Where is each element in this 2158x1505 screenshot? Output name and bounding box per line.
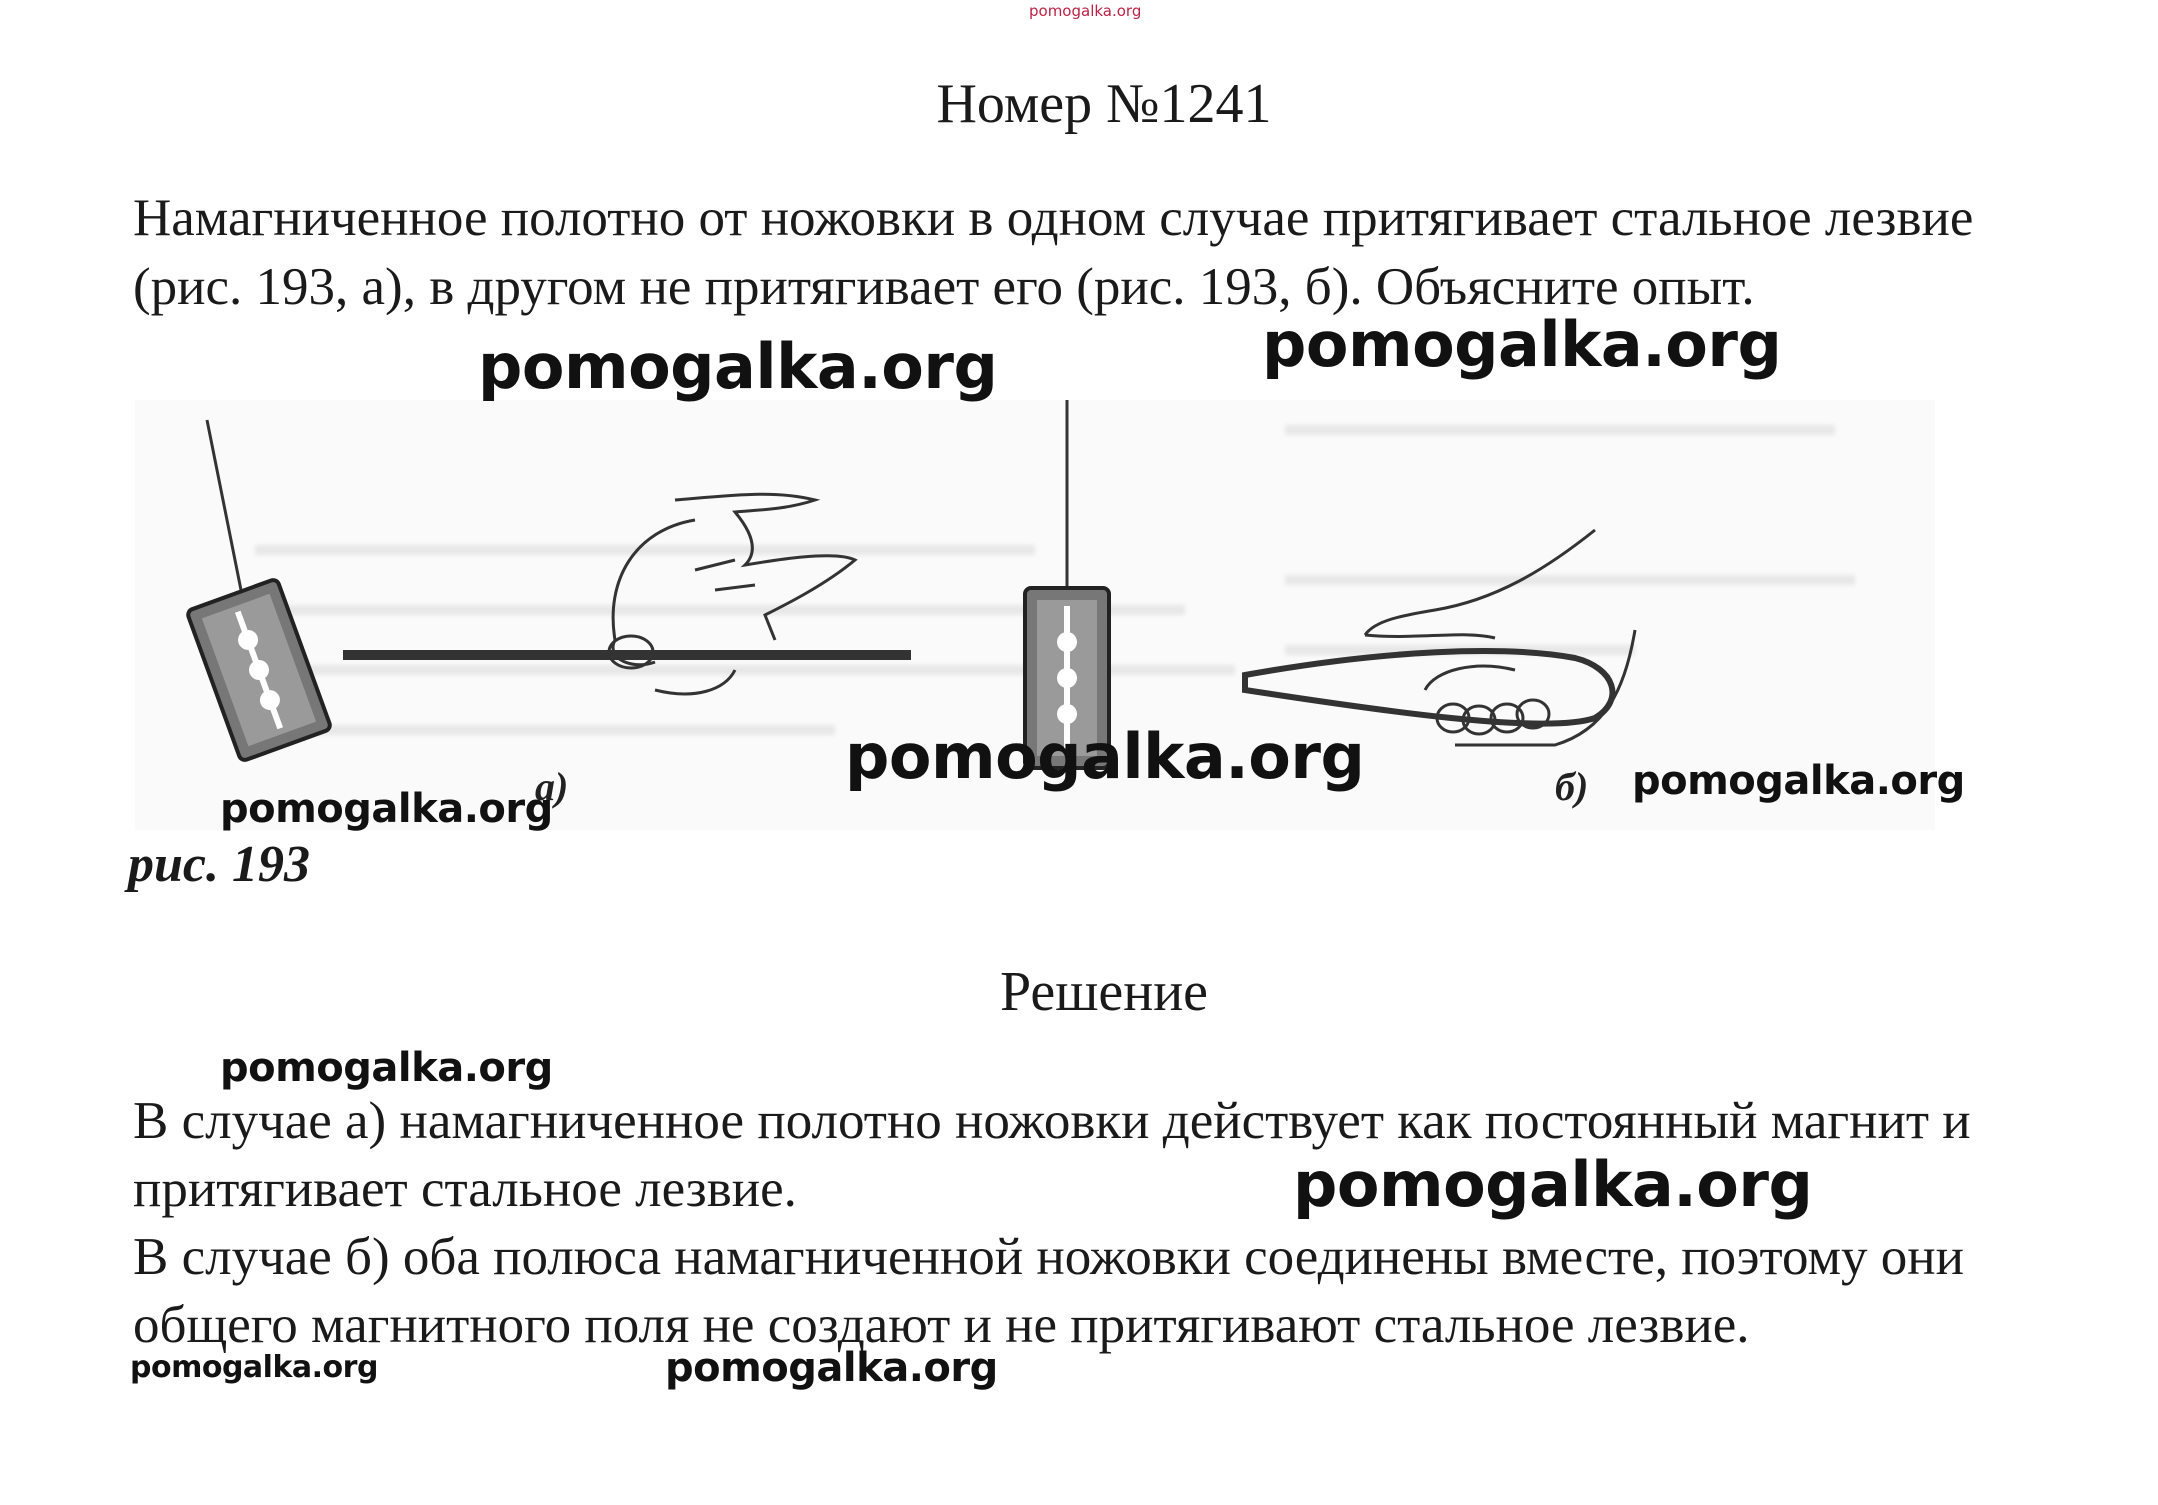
solution-text <box>133 1087 2053 1359</box>
figure-label-b: б) <box>1555 764 1589 809</box>
watermark: pomogalka.org <box>220 786 553 832</box>
watermark: pomogalka.org <box>130 1350 378 1385</box>
watermark: pomogalka.org <box>220 1045 553 1091</box>
figure-label-a: а) <box>535 764 569 809</box>
problem-title: Номер №1241 <box>936 73 1272 135</box>
top-watermark: pomogalka.org <box>1029 2 1142 20</box>
figure-caption: рис. 193 <box>128 836 310 893</box>
solution-paragraph-b: В случае б) оба полюса намагниченной ножовки соединены вместе, поэтому они общего магнитного поля не создают и не притягивают стальное лезвие. <box>133 1228 1964 1354</box>
solution-paragraph-a: В случае а) намагниченное полотно ножовки действует как постоянный магнит и притягивает стальное лезвие. <box>133 1092 1971 1218</box>
watermark: pomogalka.org <box>1262 308 1782 381</box>
solution-title: Решение <box>999 961 1209 1023</box>
watermark: pomogalka.org <box>478 330 998 403</box>
problem-text: Намагниченное полотно от ножовки в одном случае притягивает стальное лезвие (рис. 193, а), в другом не притягивает его (рис. 193, б). Объясните опыт. <box>133 189 1974 316</box>
watermark: pomogalka.org <box>845 720 1365 793</box>
watermark: pomogalka.org <box>1293 1148 1813 1221</box>
watermark: pomogalka.org <box>1632 758 1965 804</box>
hacksaw-blade-a <box>343 650 911 660</box>
watermark: pomogalka.org <box>665 1345 998 1391</box>
